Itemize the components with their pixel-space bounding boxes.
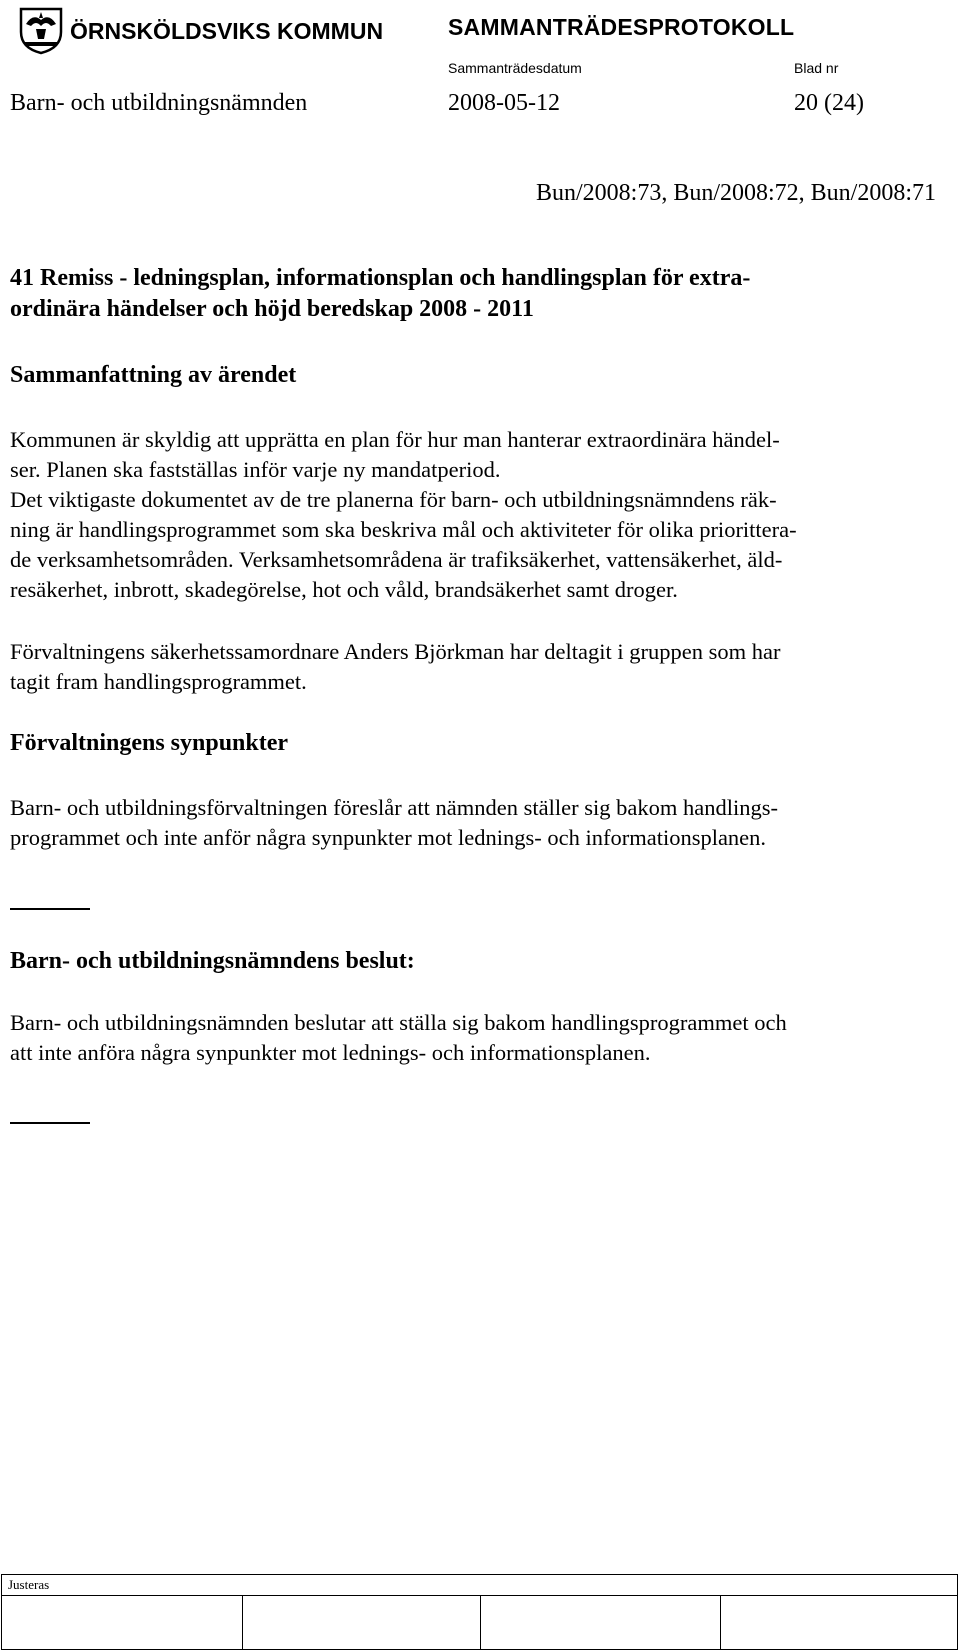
meeting-date-label: Sammanträdesdatum [448, 60, 582, 76]
item-title-line: ordinära händelser och höjd beredskap 2008 - 2011 [10, 296, 534, 322]
signature-label: Justeras [8, 1577, 50, 1592]
sheet-number-label: Blad nr [794, 60, 839, 76]
summary-line: resäkerhet, inbrott, skadegörelse, hot och våld, brandsäkerhet samt droger. [10, 577, 678, 602]
decision-line: Barn- och utbildningsnämnden beslutar att ställa sig bakom handlingsprogrammet och [10, 1010, 787, 1035]
summary-heading: Sammanfattning av ärendet [10, 362, 297, 388]
signature-table [1, 1574, 958, 1650]
section-divider [10, 908, 90, 910]
signature-cell [2, 1596, 243, 1649]
document-type: SAMMANTRÄDESPROTOKOLL [448, 14, 795, 40]
item-title-line: 41 Remiss - ledningsplan, informationsplan och handlingsplan för extra- [10, 265, 751, 291]
meeting-date: 2008-05-12 [448, 90, 560, 116]
summary-line: Förvaltningens säkerhetssamordnare Anders Björkman har deltagit i gruppen som har [10, 639, 781, 664]
committee-name: Barn- och utbildningsnämnden [10, 90, 308, 116]
decision-heading: Barn- och utbildningsnämndens beslut: [10, 948, 415, 974]
summary-line: de verksamhetsområden. Verksamhetsområdena är trafiksäkerhet, vattensäkerhet, äld- [10, 547, 783, 572]
summary-line: ser. Planen ska fastställas inför varje ny mandatperiod. [10, 457, 501, 482]
signature-cell [480, 1596, 721, 1649]
summary-line: Kommunen är skyldig att upprätta en plan för hur man hanterar extraordinära händel- [10, 427, 780, 452]
sheet-number: 20 (24) [794, 90, 864, 116]
signature-table-header [2, 1575, 957, 1596]
opinion-line: programmet och inte anför några synpunkter mot lednings- och informationsplanen. [10, 825, 767, 850]
municipality-logo [18, 4, 384, 54]
signature-cell [242, 1596, 481, 1649]
decision-line: att inte anföra några synpunkter mot lednings- och informationsplanen. [10, 1040, 651, 1065]
summary-line: tagit fram handlingsprogrammet. [10, 669, 307, 694]
coat-of-arms-icon [18, 4, 384, 54]
summary-line: Det viktigaste dokumentet av de tre planerna för barn- och utbildningsnämndens räk- [10, 487, 777, 512]
signature-cell [720, 1596, 956, 1649]
opinion-line: Barn- och utbildningsförvaltningen föreslår att nämnden ställer sig bakom handlings- [10, 795, 778, 820]
section-divider [10, 1122, 90, 1124]
opinion-heading: Förvaltningens synpunkter [10, 730, 289, 756]
case-references: Bun/2008:73, Bun/2008:72, Bun/2008:71 [535, 180, 936, 206]
svg-text:ÖRNSKÖLDSVIKS KOMMUN: ÖRNSKÖLDSVIKS KOMMUN [70, 18, 384, 44]
summary-line: ning är handlingsprogrammet som ska beskriva mål och aktiviteter för olika priorittera- [10, 517, 797, 542]
